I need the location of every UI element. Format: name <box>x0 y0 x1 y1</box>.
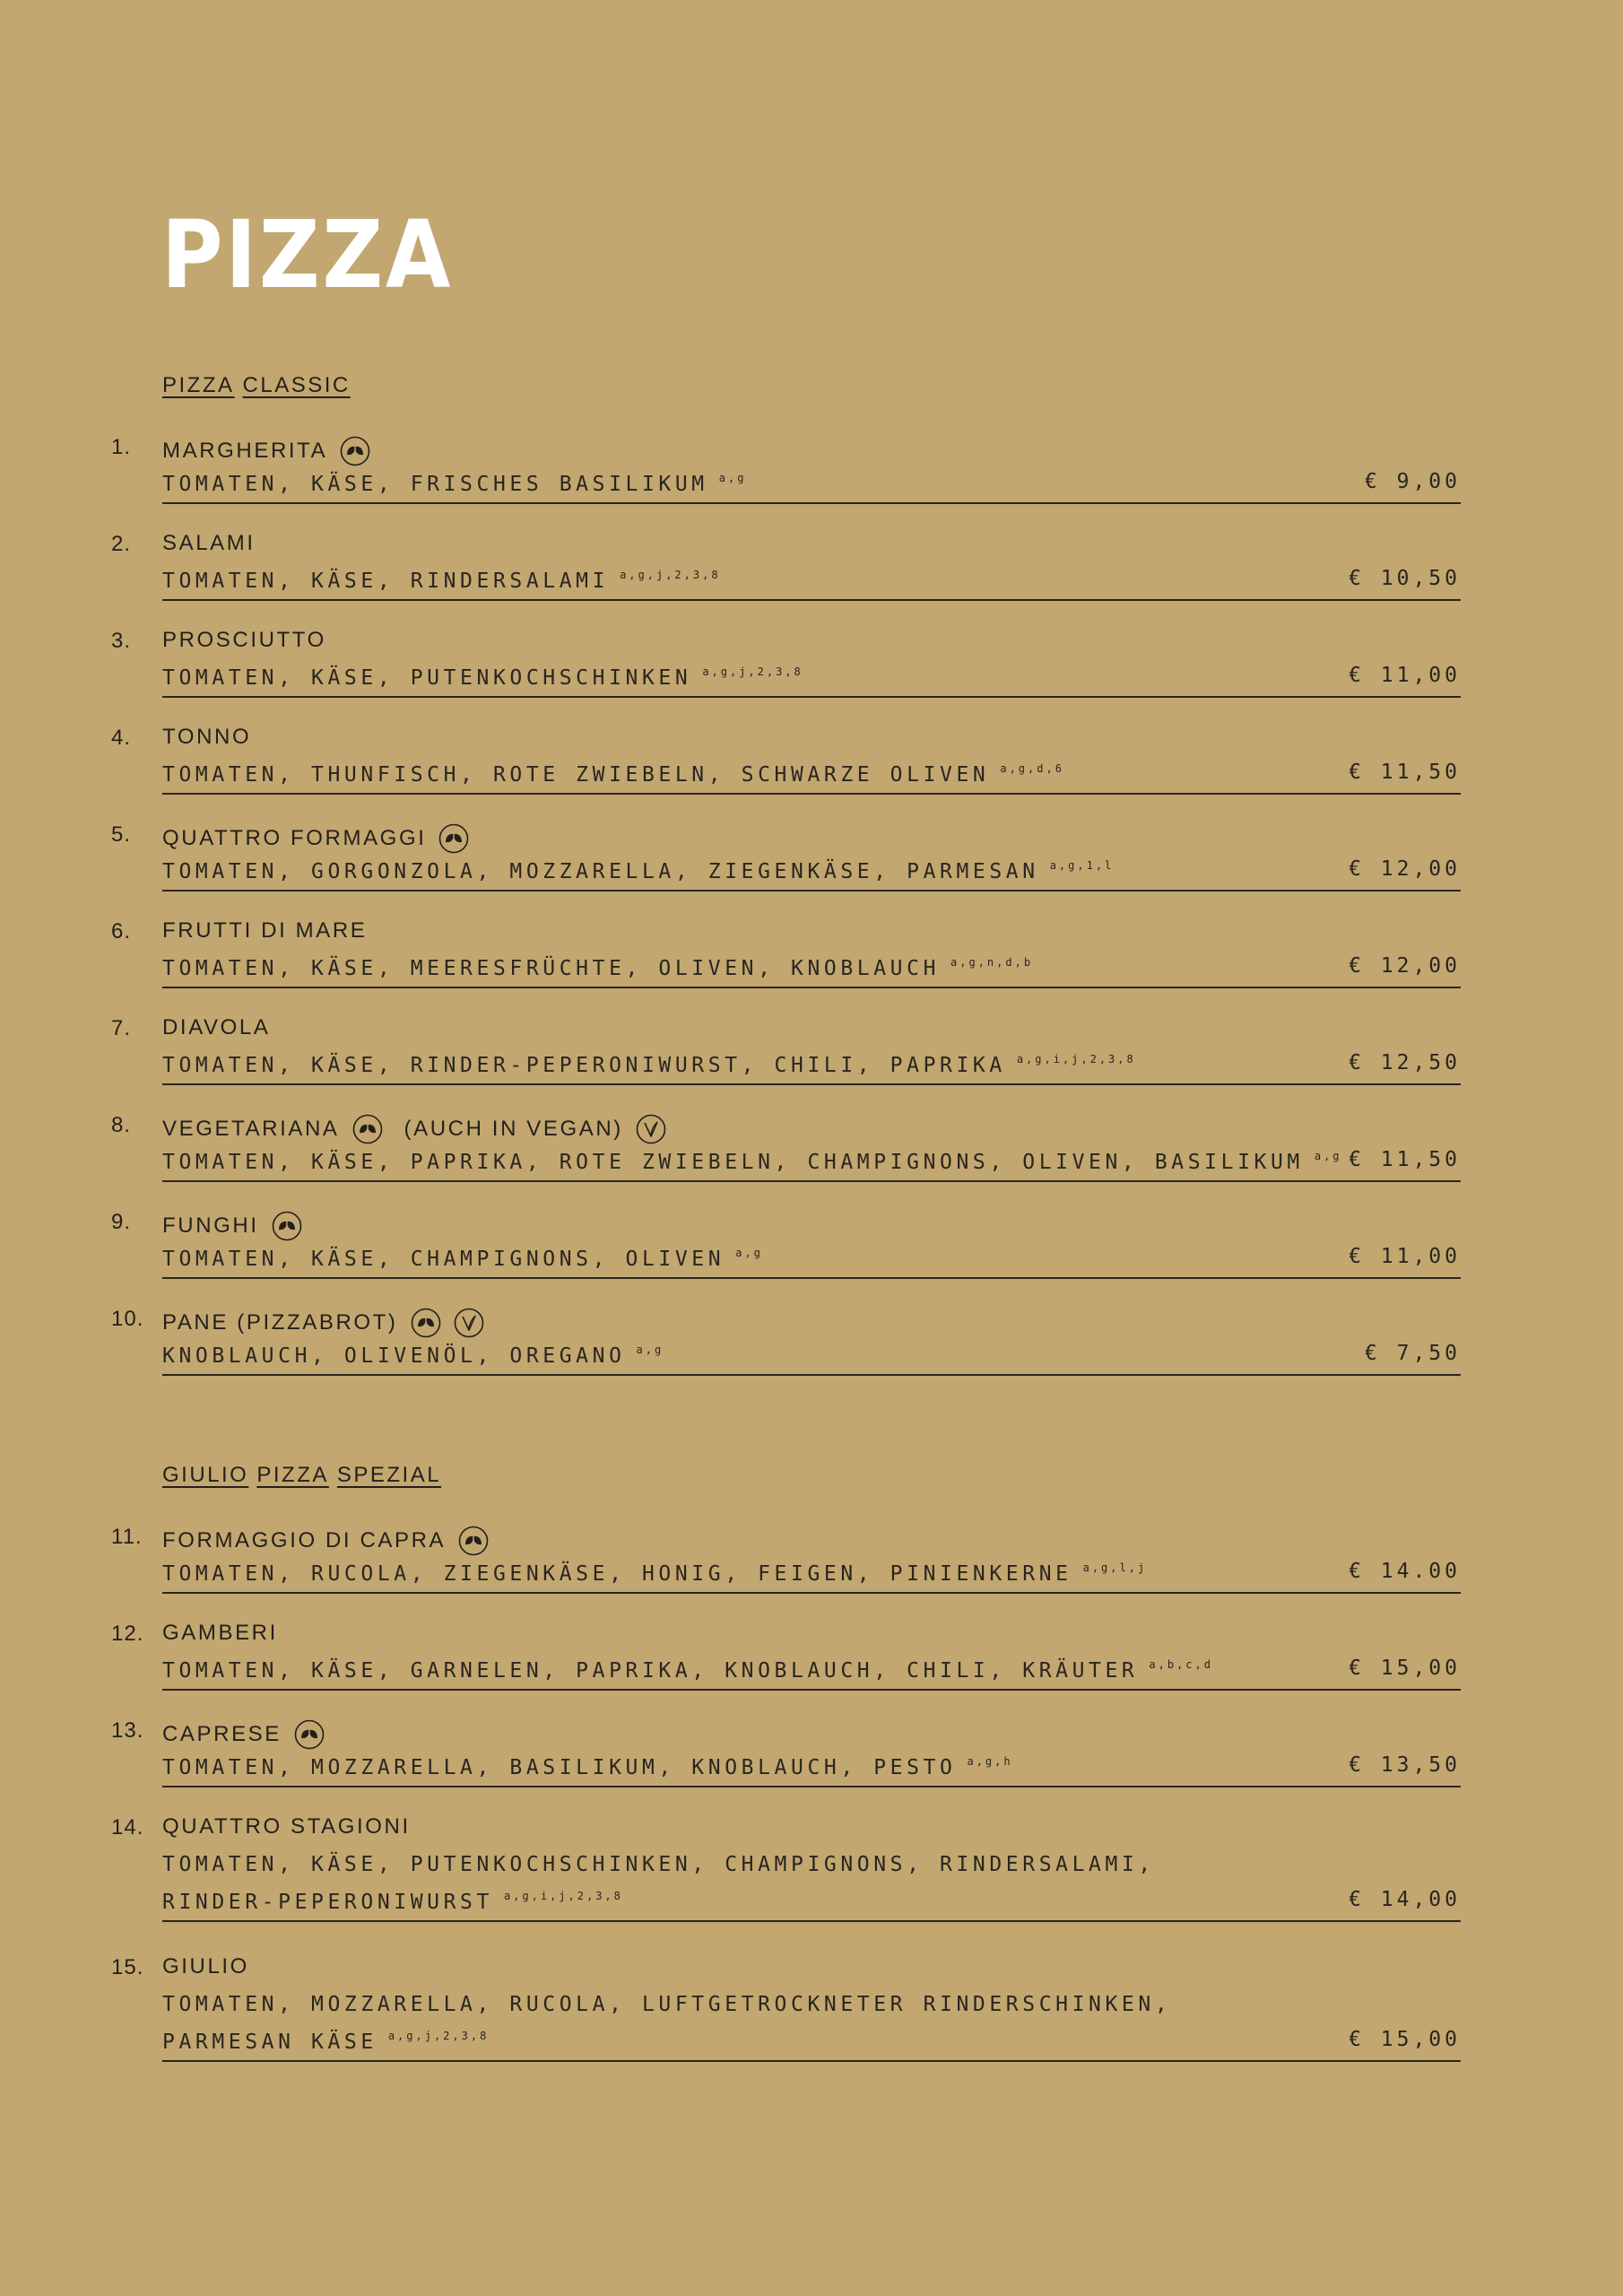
item-description-text: TOMATEN, KÄSE, PAPRIKA, ROTE ZWIEBELN, CHAMPIGNONS, OLIVEN, BASILIKUM <box>162 1151 1304 1174</box>
item-name-text: SALAMI <box>162 531 256 555</box>
item-price: € 11,50 <box>1349 761 1461 784</box>
divider <box>162 1083 1461 1085</box>
vegetarian-icon <box>340 436 370 466</box>
item-description <box>162 1755 1013 1779</box>
item-price: € 14,00 <box>1349 1888 1461 1911</box>
item-name <box>162 436 370 466</box>
item-description-text: TOMATEN, GORGONZOLA, MOZZARELLA, ZIEGENKÄSE, PARMESAN <box>162 860 1039 883</box>
allergen-codes: a,g,i,j,2,3,8 <box>1016 1053 1136 1065</box>
item-name-text: QUATTRO STAGIONI <box>162 1814 411 1839</box>
item-name-text: FUNGHI <box>162 1213 259 1238</box>
page-title: PIZZA <box>161 200 454 309</box>
section-heading-word: PIZZA <box>256 1463 329 1487</box>
divider <box>162 1920 1461 1922</box>
allergen-codes: a,g,h <box>967 1755 1013 1768</box>
item-price: € 11,00 <box>1349 1245 1461 1268</box>
item-name-text: FORMAGGIO DI CAPRA <box>162 1528 447 1552</box>
divider <box>162 890 1461 891</box>
section-heading-word: PIZZA <box>162 373 235 397</box>
item-name <box>162 1956 249 1978</box>
item-name <box>162 1308 484 1338</box>
divider <box>162 1180 1461 1182</box>
item-price: € 12,00 <box>1349 954 1461 978</box>
allergen-codes: a,g,i,j,2,3,8 <box>503 1890 623 1902</box>
vegetarian-icon <box>411 1308 441 1338</box>
vegetarian-icon <box>438 823 469 854</box>
item-number: 9. <box>111 1210 132 1234</box>
item-price: € 15,00 <box>1349 1657 1461 1680</box>
item-description-text: TOMATEN, KÄSE, PUTENKOCHSCHINKEN, CHAMPIGNONS, RINDERSALAMI, <box>162 1853 1155 1876</box>
item-name-text: QUATTRO FORMAGGI <box>162 826 427 850</box>
item-price: € 11,00 <box>1349 664 1461 687</box>
allergen-codes: a,g,j,2,3,8 <box>702 665 803 678</box>
item-description-text: TOMATEN, THUNFISCH, ROTE ZWIEBELN, SCHWARZE OLIVEN <box>162 763 990 787</box>
item-name <box>162 1211 302 1241</box>
vegan-icon <box>454 1308 484 1338</box>
allergen-codes: a,g <box>735 1247 763 1259</box>
allergen-codes: a,g,1,l <box>1049 859 1115 872</box>
section-heading-word: SPEZIAL <box>336 1463 442 1487</box>
item-number: 1. <box>111 435 132 459</box>
item-description <box>162 1346 664 1367</box>
vegetarian-icon <box>294 1719 325 1750</box>
allergen-codes: a,g,l,j <box>1082 1561 1148 1574</box>
item-name <box>162 1017 270 1039</box>
divider <box>162 1786 1461 1787</box>
item-price: € 15,00 <box>1349 2028 1461 2051</box>
divider <box>162 1592 1461 1594</box>
item-price: € 11,50 <box>1349 1148 1461 1171</box>
item-number: 10. <box>111 1307 144 1331</box>
allergen-codes: a,g <box>1314 1150 1342 1162</box>
allergen-codes: a,g,n,d,b <box>950 956 1034 969</box>
item-number: 11. <box>111 1525 143 1549</box>
item-name <box>162 1622 278 1644</box>
item-price: € 10,50 <box>1349 567 1461 590</box>
divider <box>162 793 1461 795</box>
item-description <box>162 1152 1342 1173</box>
vegan-icon <box>636 1114 666 1144</box>
item-name-text: CAPRESE <box>162 1722 282 1746</box>
item-description <box>162 1249 763 1270</box>
divider <box>162 1277 1461 1279</box>
section-heading-word: GIULIO <box>162 1463 249 1487</box>
item-description <box>162 2032 489 2053</box>
item-description <box>162 762 1064 787</box>
divider <box>162 1374 1461 1376</box>
item-name <box>162 1816 411 1838</box>
item-name-text: PANE (PIZZABROT) <box>162 1310 398 1335</box>
item-description-text: TOMATEN, KÄSE, RINDERSALAMI <box>162 570 610 593</box>
item-price: € 12,50 <box>1349 1051 1461 1074</box>
vegetarian-icon <box>272 1211 302 1241</box>
allergen-codes: a,g <box>636 1344 664 1356</box>
allergen-codes: a,g <box>718 472 747 484</box>
item-description <box>162 1995 1171 2015</box>
item-number: 2. <box>111 532 132 556</box>
item-number: 4. <box>111 726 132 750</box>
item-description-text: TOMATEN, MOZZARELLA, BASILIKUM, KNOBLAUCH, PESTO <box>162 1756 957 1779</box>
item-description-text: RINDER-PEPERONIWURST <box>162 1891 493 1914</box>
item-description-text: TOMATEN, RUCOLA, ZIEGENKÄSE, HONIG, FEIGEN, PINIENKERNE <box>162 1562 1072 1586</box>
item-name <box>162 920 367 942</box>
divider <box>162 502 1461 504</box>
item-name-text: DIAVOLA <box>162 1015 271 1039</box>
item-description-text: TOMATEN, KÄSE, RINDER-PEPERONIWURST, CHILI, PAPRIKA <box>162 1054 1006 1077</box>
item-name-text: MARGHERITA <box>162 439 328 463</box>
item-price: € 14.00 <box>1349 1560 1461 1583</box>
item-description-text: TOMATEN, KÄSE, CHAMPIGNONS, OLIVEN <box>162 1248 725 1271</box>
item-number: 3. <box>111 629 132 653</box>
item-name-text: PROSCIUTTO <box>162 628 326 652</box>
item-name-text: TONNO <box>162 725 252 749</box>
item-description <box>162 1053 1136 1077</box>
item-description <box>162 665 803 690</box>
allergen-codes: a,b,c,d <box>1149 1658 1213 1671</box>
item-description <box>162 1561 1148 1586</box>
item-note: (AUCH IN VEGAN) <box>404 1117 623 1141</box>
item-name <box>162 726 251 748</box>
vegetarian-icon <box>352 1114 383 1144</box>
item-name <box>162 1526 489 1556</box>
item-name <box>162 1114 666 1144</box>
item-description-text: TOMATEN, MOZZARELLA, RUCOLA, LUFTGETROCKNETER RINDERSCHINKEN, <box>162 1993 1172 2016</box>
item-description-text: TOMATEN, KÄSE, MEERESFRÜCHTE, OLIVEN, KNOBLAUCH <box>162 957 941 980</box>
item-name-text: GIULIO <box>162 1954 249 1979</box>
item-description <box>162 956 1034 980</box>
allergen-codes: a,g,j,2,3,8 <box>387 2030 490 2042</box>
item-number: 6. <box>111 919 132 944</box>
item-number: 8. <box>111 1113 132 1137</box>
vegetarian-icon <box>458 1526 489 1556</box>
item-description <box>162 474 746 495</box>
item-description-text: KNOBLAUCH, OLIVENÖL, OREGANO <box>162 1344 626 1368</box>
item-number: 7. <box>111 1016 132 1040</box>
item-price: € 13,50 <box>1349 1753 1461 1777</box>
item-description <box>162 1855 1155 1875</box>
item-name-text: VEGETARIANA <box>162 1117 340 1141</box>
allergen-codes: a,g,d,6 <box>1000 762 1064 775</box>
divider <box>162 987 1461 988</box>
item-name-text: FRUTTI DI MARE <box>162 918 368 943</box>
divider <box>162 1689 1461 1691</box>
item-description <box>162 859 1115 883</box>
item-description-text: PARMESAN KÄSE <box>162 2031 378 2054</box>
item-name <box>162 1719 325 1750</box>
item-name <box>162 533 256 554</box>
item-price: € 7,50 <box>1364 1342 1461 1365</box>
item-name <box>162 630 326 651</box>
item-description-text: TOMATEN, KÄSE, PUTENKOCHSCHINKEN <box>162 666 692 690</box>
section-heading <box>162 375 359 396</box>
item-number: 13. <box>111 1718 144 1743</box>
section-heading <box>162 1465 449 1486</box>
item-number: 12. <box>111 1622 144 1646</box>
item-price: € 9,00 <box>1364 470 1461 493</box>
item-number: 15. <box>111 1955 144 1979</box>
item-name <box>162 823 469 854</box>
item-description-text: TOMATEN, KÄSE, FRISCHES BASILIKUM <box>162 473 708 496</box>
section-heading-word: CLASSIC <box>242 373 351 397</box>
divider <box>162 696 1461 698</box>
item-description <box>162 1658 1213 1683</box>
item-name-text: GAMBERI <box>162 1621 278 1645</box>
item-number: 5. <box>111 822 132 847</box>
allergen-codes: a,g,j,2,3,8 <box>620 569 721 581</box>
divider <box>162 2060 1461 2062</box>
item-description <box>162 571 721 592</box>
item-description <box>162 1892 623 1913</box>
item-description-text: TOMATEN, KÄSE, GARNELEN, PAPRIKA, KNOBLAUCH, CHILI, KRÄUTER <box>162 1659 1139 1683</box>
item-price: € 12,00 <box>1349 857 1461 881</box>
divider <box>162 599 1461 601</box>
item-number: 14. <box>111 1815 144 1839</box>
